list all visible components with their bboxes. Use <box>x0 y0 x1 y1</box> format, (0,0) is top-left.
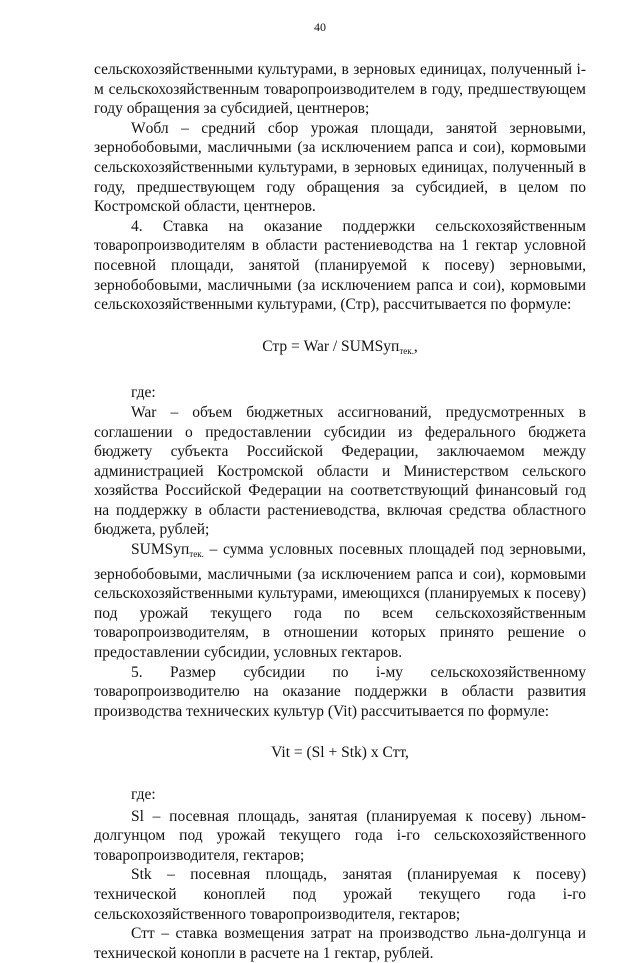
formula-str-subscript: тек. <box>399 345 414 356</box>
document-body <box>94 60 586 963</box>
page-number: 40 <box>314 20 326 34</box>
paragraph-item-4: 4. Ставка на оказание поддержки сельскохозяйственным товаропроизводителям в области растениеводства на 1 гектар условной посевной площади, занятой (планируемой к посеву) зерновыми, зернобобовыми, масличными (за исключением рапса и сои), кормовыми сельскохозяйственными культурами, (Стр), рассчитывается по формуле: <box>94 217 586 314</box>
paragraph-item-5: 5. Размер субсидии по i-му сельскохозяйственному товаропроизводителю на оказание поддержки в области развития производства технических культур (Vit) рассчитывается по формуле: <box>94 663 586 720</box>
where-label-1: где: <box>131 384 156 402</box>
paragraph-continuation: сельскохозяйственными культурами, в зерновых единицах, полученный i-м сельскохозяйственным товаропроизводителем в году, предшествующем году обращения за субсидией, центнеров; <box>94 61 586 118</box>
sumsup-lead: SUMSуп <box>131 541 190 559</box>
paragraph-stt-definition: Стт – ставка возмещения затрат на производство льна-долгунца и технической конопли в расчете на 1 гектар, рублей. <box>94 925 586 962</box>
formula-str-tail: , <box>413 337 418 355</box>
formula-str <box>94 337 586 362</box>
paragraph-sumsup-definition <box>94 540 586 663</box>
sumsup-subscript: тек. <box>189 549 204 560</box>
paragraph-stk-definition: Stk – посевная площадь, занятая (планируемая к посеву) технической коноплей под урожай текущего года i-го сельскохозяйственного товаропроизводителя, гектаров; <box>94 866 586 923</box>
paragraph-war-definition: War – объем бюджетных ассигнований, предусмотренных в соглашении о предоставлении субсидии из федерального бюджета бюджету субъекта Российской Федерации, заключаемом между администрацией Костромской области и Министерством сельского хозяйства Российской Федерации на соответствующий финансовый год на поддержку в области растениеводства, включая средства областного бюджета, рублей; <box>94 403 586 539</box>
where-label-2: где: <box>131 786 156 803</box>
paragraph-wobl-definition: Wобл – средний сбор урожая площади, занятой зерновыми, зернобобовыми, масличными (за исключением рапса и сои), кормовыми сельскохозяйственными культурами, в зерновых единицах, полученный в году, предшествующем году обращения за субсидией, в целом по Костромской области, центнеров. <box>94 119 586 216</box>
formula-str-main: Стр = War / SUMSуп <box>262 337 400 355</box>
paragraph-sl-definition: Sl – посевная площадь, занятая (планируемая к посеву) льном-долгунцом под урожай текущего года i-го сельскохозяйственного товаропроизводителя, гектаров; <box>94 807 586 864</box>
sumsup-rest: – сумма условных посевных площадей под зерновыми, зернобобовыми, масличными (за исключением рапса и сои), кормовыми сельскохозяйственными культурами, имеющихся (планируемых к посеву) под урожай текущего года по всем сельскохозяйственным товаропроизводителям, в отношении которых принято решение о предоставлении субсидии, условных гектаров. <box>94 541 586 662</box>
formula-vit: Vit = (Sl + Stk) x Стт, <box>271 744 409 762</box>
